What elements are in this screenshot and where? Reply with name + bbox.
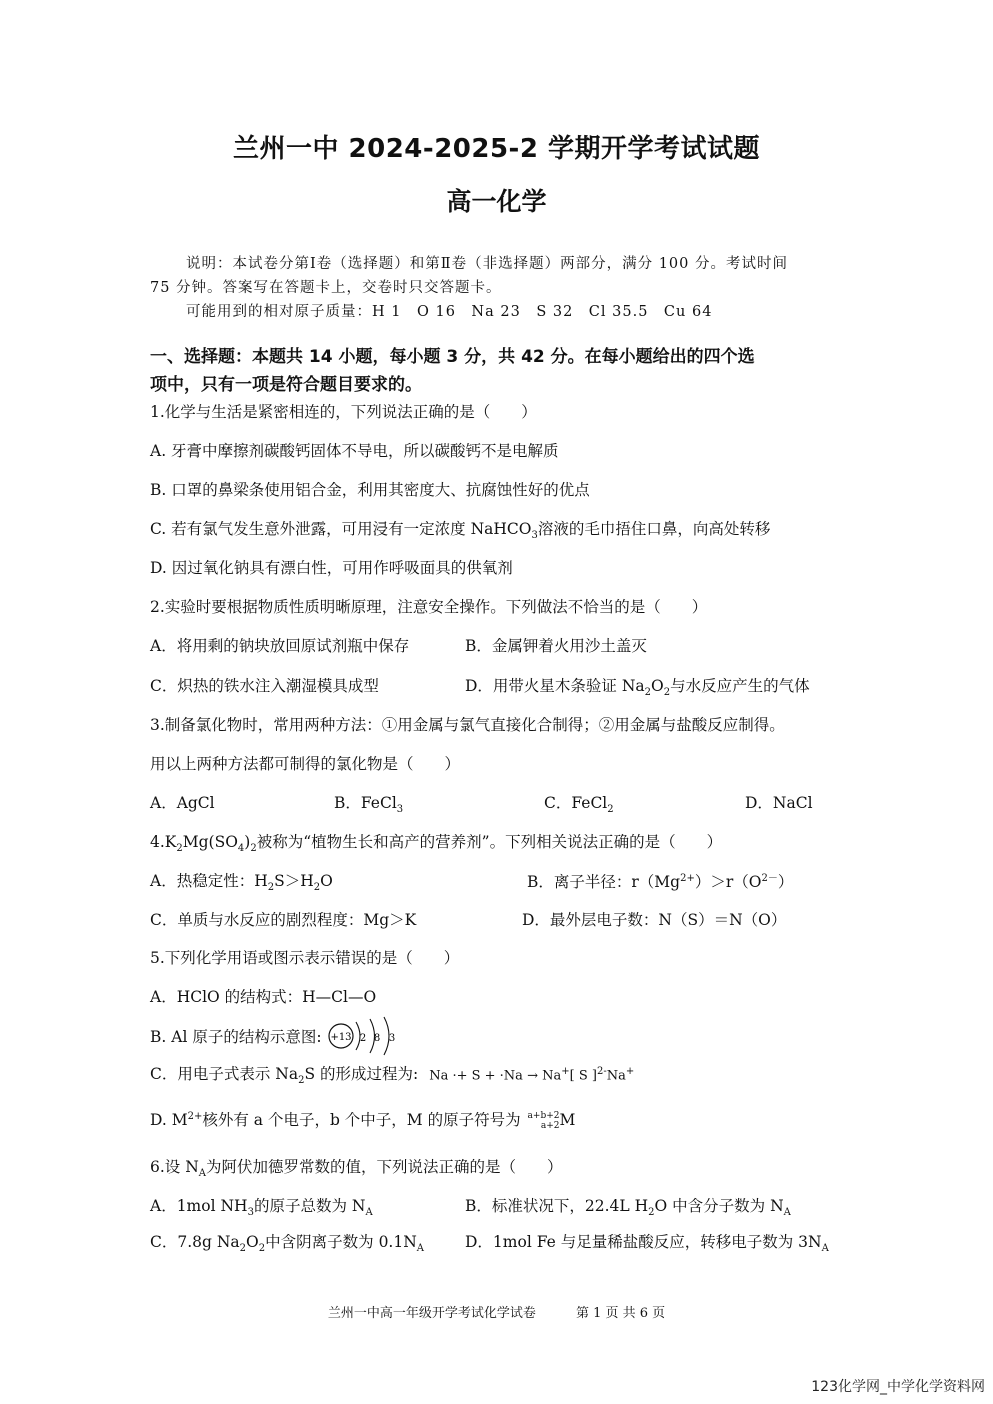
q4-stem-s3: 2 [250, 843, 257, 855]
q4-a-mid: S＞H [274, 872, 314, 890]
al-atom-structure-diagram [326, 1014, 406, 1058]
q6-b-mid: O 中含分子数为 N [654, 1197, 784, 1215]
q4-stem-pre: 4.K [150, 833, 177, 851]
q3-b-sub: 3 [396, 804, 404, 816]
page-footer [0, 1302, 993, 1321]
q6-d-sub: A [821, 1243, 829, 1255]
q2-d-sub1: 2 [644, 687, 652, 699]
q5-stem: 5.下列化学用语或图示表示错误的是（ ） [150, 949, 460, 967]
q3-c-pre: C．FeCl [544, 794, 608, 812]
al-shell-1: 2 [360, 1033, 367, 1044]
q6-c-post: 中含阴离子数为 0.1N [265, 1233, 417, 1251]
q2-d-post: 与水反应产生的气体 [670, 677, 810, 695]
section-heading-line-2: 项中，只有一项是符合题目要求的。 [150, 375, 422, 395]
q4-a-pre: A．热稳定性：H [150, 872, 268, 890]
q5-d-post: M [559, 1111, 576, 1129]
mass-number: a+b+2 [527, 1111, 560, 1121]
q6-b-pre: B．标准状况下，22.4L H [465, 1197, 649, 1215]
q3-option-c [544, 791, 614, 815]
q4-b-post: ） [777, 873, 794, 892]
section-heading-line-1: 一、选择题：本题共 14 小题，每小题 3 分，共 42 分。在每小题给出的四个选 [150, 347, 755, 367]
q1-stem: 1.化学与生活是紧密相连的，下列说法正确的是（ ） [150, 403, 537, 421]
reaction-arrow-icon: → [527, 1068, 543, 1084]
q3-option-b [334, 791, 403, 815]
q6-stem [150, 1155, 563, 1179]
al-nucleus-label: +13 [330, 1032, 353, 1043]
q1-option-a: A. 牙膏中摩擦剂碳酸钙固体不导电，所以碳酸钙不是电解质 [150, 442, 559, 460]
q2-stem: 2.实验时要根据物质性质明晰原理，注意安全操作。下列做法不恰当的是（ ） [150, 598, 708, 616]
q5-c-post: S 的形成过程为: [304, 1065, 419, 1083]
eq-right-sup2: 2- [596, 1066, 607, 1078]
q4-a-s2: 2 [313, 882, 321, 894]
atomic-symbol-numbers [528, 1111, 560, 1131]
q4-option-b [527, 869, 793, 892]
q6-a-sub: 3 [247, 1207, 254, 1219]
instruction-line-1: 说明：本试卷分第Ⅰ卷（选择题）和第Ⅱ卷（非选择题）两部分，满分 100 分。考试时间 [186, 256, 788, 272]
q6-c-pre: C．7.8g Na [150, 1233, 240, 1251]
site-watermark: 123化学网_中学化学资料网 [811, 1379, 985, 1395]
q1-c-sub: 3 [531, 530, 538, 542]
q1-option-b: B. 口罩的鼻梁条使用铝合金，利用其密度大、抗腐蚀性好的优点 [150, 481, 590, 499]
q2-option-a: A．将用剩的钠块放回原试剂瓶中保存 [150, 637, 410, 655]
q1-c-post: 溶液的毛巾捂住口鼻，向高处转移 [537, 520, 771, 538]
q5-b-text: B. Al 原子的结构示意图: [150, 1028, 322, 1046]
q4-stem-s2: 4 [237, 843, 245, 855]
q6-option-c [150, 1230, 424, 1254]
q5-option-b [150, 1014, 406, 1058]
q6-option-a [150, 1194, 373, 1218]
q2-d-pre: D．用带火星木条验证 Na [465, 677, 645, 695]
q4-a-post: O [320, 872, 333, 890]
q4-option-a [150, 869, 333, 893]
q6-a-mid: 的原子总数为 N [253, 1197, 366, 1215]
q4-b-sup1: 2+ [680, 873, 695, 884]
q3-stem-1: 3.制备氯化物时，常用两种方法：①用金属与氯气直接化合制得；②用金属与盐酸反应制得。 [150, 716, 785, 734]
q4-stem-s1: 2 [176, 843, 183, 855]
q1-option-c [150, 517, 770, 541]
q4-stem-mid2: ) [244, 833, 251, 851]
q6-a-pre: A．1mol NH [150, 1197, 248, 1215]
q6-c-mid: O [246, 1233, 259, 1251]
q1-option-d: D. 因过氧化钠具有漂白性，可用作呼吸面具的供氧剂 [150, 559, 513, 577]
atomic-number: a+2 [540, 1121, 560, 1131]
atomic-mass-line: 可能用到的相对原子质量：H 1 O 16 Na 23 S 32 Cl 35.5 Cu 64 [186, 304, 713, 320]
q5-option-c [150, 1062, 634, 1086]
q6-c-sub3: A [416, 1243, 425, 1255]
q5-d-pre: D. M [150, 1111, 188, 1129]
footer-page-number: 第 1 页 共 6 页 [575, 1306, 666, 1321]
q4-b-pre: B．离子半径：r（Mg [527, 873, 681, 892]
al-shell-3: 3 [389, 1033, 396, 1044]
q5-c-sub: 2 [298, 1075, 305, 1087]
instruction-line-2: 75 分钟。答案写在答题卡上，交卷时只交答题卡。 [150, 280, 502, 296]
q1-c-pre: C. 若有氯气发生意外泄露，可用浸有一定浓度 NaHCO [150, 520, 532, 538]
q3-option-a: A．AgCl [150, 794, 215, 812]
q6-stem-pre: 6.设 N [150, 1158, 199, 1176]
eq-right-post: Na [606, 1068, 626, 1084]
exam-subtitle: 高一化学 [446, 187, 547, 216]
q4-b-mid: ）＞r（O [694, 873, 762, 892]
eq-right-sup3: + [625, 1066, 635, 1078]
q4-a-s1: 2 [267, 882, 275, 894]
q3-option-d: D．NaCl [745, 794, 813, 812]
q5-c-pre: C．用电子式表示 Na [150, 1065, 299, 1083]
q5-d-mid: 核外有 a 个电子，b 个中子，M 的原子符号为 [202, 1111, 521, 1129]
q6-option-b [465, 1194, 791, 1218]
q2-option-c: C．炽热的铁水注入潮湿模具成型 [150, 677, 379, 695]
al-shell-2: 8 [374, 1033, 381, 1044]
q6-c-sub2: 2 [258, 1243, 266, 1255]
footer-exam-name: 兰州一中高一年级开学考试化学试卷 [327, 1306, 536, 1321]
q4-stem-mid: Mg(SO [182, 833, 238, 851]
q2-option-b: B．金属钾着火用沙土盖灭 [465, 637, 647, 655]
q6-d-pre: D．1mol Fe 与足量稀盐酸反应，转移电子数为 3N [465, 1233, 822, 1251]
q6-option-d [465, 1230, 829, 1254]
exam-title: 兰州一中 2024-2025-2 学期开学考试试题 [232, 134, 760, 164]
q3-c-sub: 2 [607, 804, 614, 816]
q6-b-sub2: A [783, 1207, 791, 1219]
q4-option-c: C．单质与水反应的剧烈程度：Mg＞K [150, 911, 417, 929]
q2-d-sub2: 2 [663, 687, 671, 699]
electron-dot-left: Na ·+ S + ·Na [429, 1068, 523, 1084]
q3-b-pre: B．FeCl [334, 794, 397, 812]
q2-option-d [465, 674, 810, 698]
q5-option-d [150, 1108, 575, 1131]
q6-b-sub: 2 [648, 1207, 655, 1219]
q6-stem-post: 为阿伏加德罗常数的值，下列说法正确的是（ ） [206, 1158, 563, 1176]
q6-c-sub: 2 [239, 1243, 247, 1255]
eq-right-sup: + [561, 1066, 570, 1078]
q5-d-sup: 2+ [187, 1110, 203, 1122]
q2-d-mid: O [651, 677, 664, 695]
q4-stem [150, 830, 722, 854]
q6-stem-sub: A [198, 1168, 207, 1180]
q4-option-d: D．最外层电子数：N（S）＝N（O） [522, 911, 787, 929]
eq-right-mid: [ S ] [569, 1068, 597, 1084]
electron-dot-equation [429, 1066, 634, 1083]
q5-option-a: A．HClO 的结构式：H—Cl—O [150, 988, 377, 1006]
q4-b-sup2: 2－ [761, 873, 778, 884]
q3-stem-2: 用以上两种方法都可制得的氯化物是（ ） [150, 755, 461, 773]
eq-right-pre: Na [542, 1068, 562, 1084]
q6-a-sub2: A [365, 1207, 373, 1219]
q4-stem-post: 被称为“植物生长和高产的营养剂”。下列相关说法正确的是（ ） [256, 833, 723, 851]
